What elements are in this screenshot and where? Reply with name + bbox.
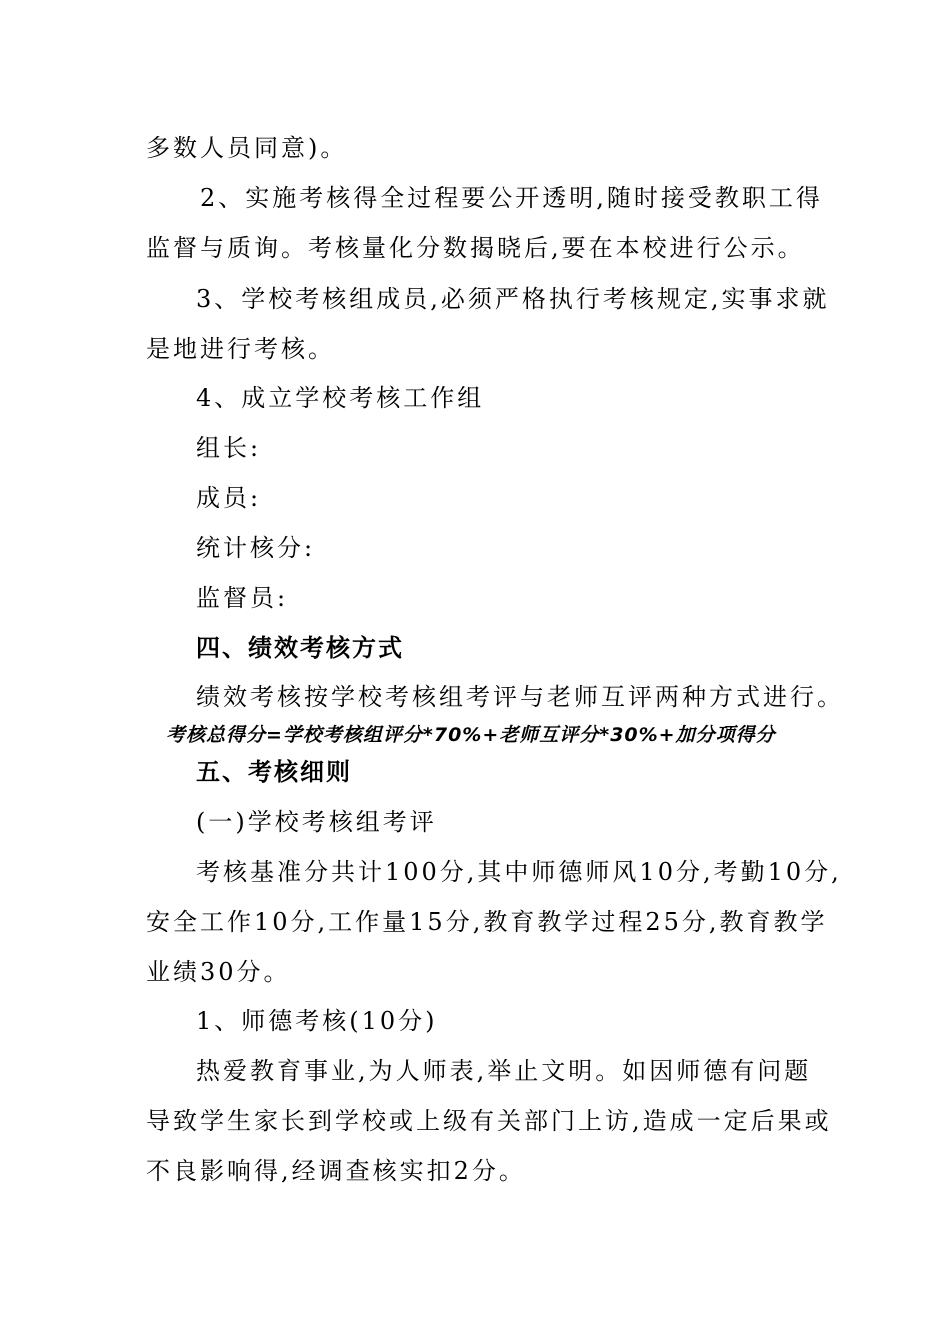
text-line: 安全工作10分,工作量15分,教育教学过程25分,教育教学 — [146, 908, 828, 936]
text-line: 考核基准分共计100分,其中师德师风10分,考勤10分, — [196, 858, 842, 886]
text-line: (一)学校考核组考评 — [196, 808, 437, 836]
section-heading: 五、考核细则 — [196, 758, 352, 786]
text-line: 2、实施考核得全过程要公开透明,随时接受教职工得 — [200, 184, 823, 212]
text-line: 业绩30分。 — [146, 958, 291, 986]
text-line: 热爱教育事业,为人师表,举止文明。如因师德有问题 — [196, 1057, 812, 1085]
text-line: 统计核分: — [196, 534, 316, 562]
text-line: 不良影响得,经调查核实扣2分。 — [146, 1157, 526, 1185]
text-line: 组长: — [196, 434, 262, 462]
text-line: 3、学校考核组成员,必须严格执行考核规定,实事求就 — [196, 285, 830, 313]
text-line: 导致学生家长到学校或上级有关部门上访,造成一定后果或 — [146, 1107, 832, 1135]
text-line: 监督员: — [196, 584, 289, 612]
text-line: 多数人员同意)。 — [146, 134, 348, 162]
text-line: 监督与质询。考核量化分数揭晓后,要在本校进行公示。 — [146, 234, 805, 262]
score-formula: 考核总得分=学校考核组评分*70%+老师互评分*30%+加分项得分 — [166, 724, 776, 746]
section-heading: 四、绩效考核方式 — [196, 634, 404, 662]
text-line: 绩效考核按学校考核组考评与老师互评两种方式进行。 — [196, 683, 844, 711]
text-line: 成员: — [196, 484, 262, 512]
text-line: 是地进行考核。 — [146, 335, 335, 363]
text-line: 4、成立学校考核工作组 — [196, 384, 485, 412]
text-line: 1、师德考核(10分) — [196, 1007, 438, 1035]
